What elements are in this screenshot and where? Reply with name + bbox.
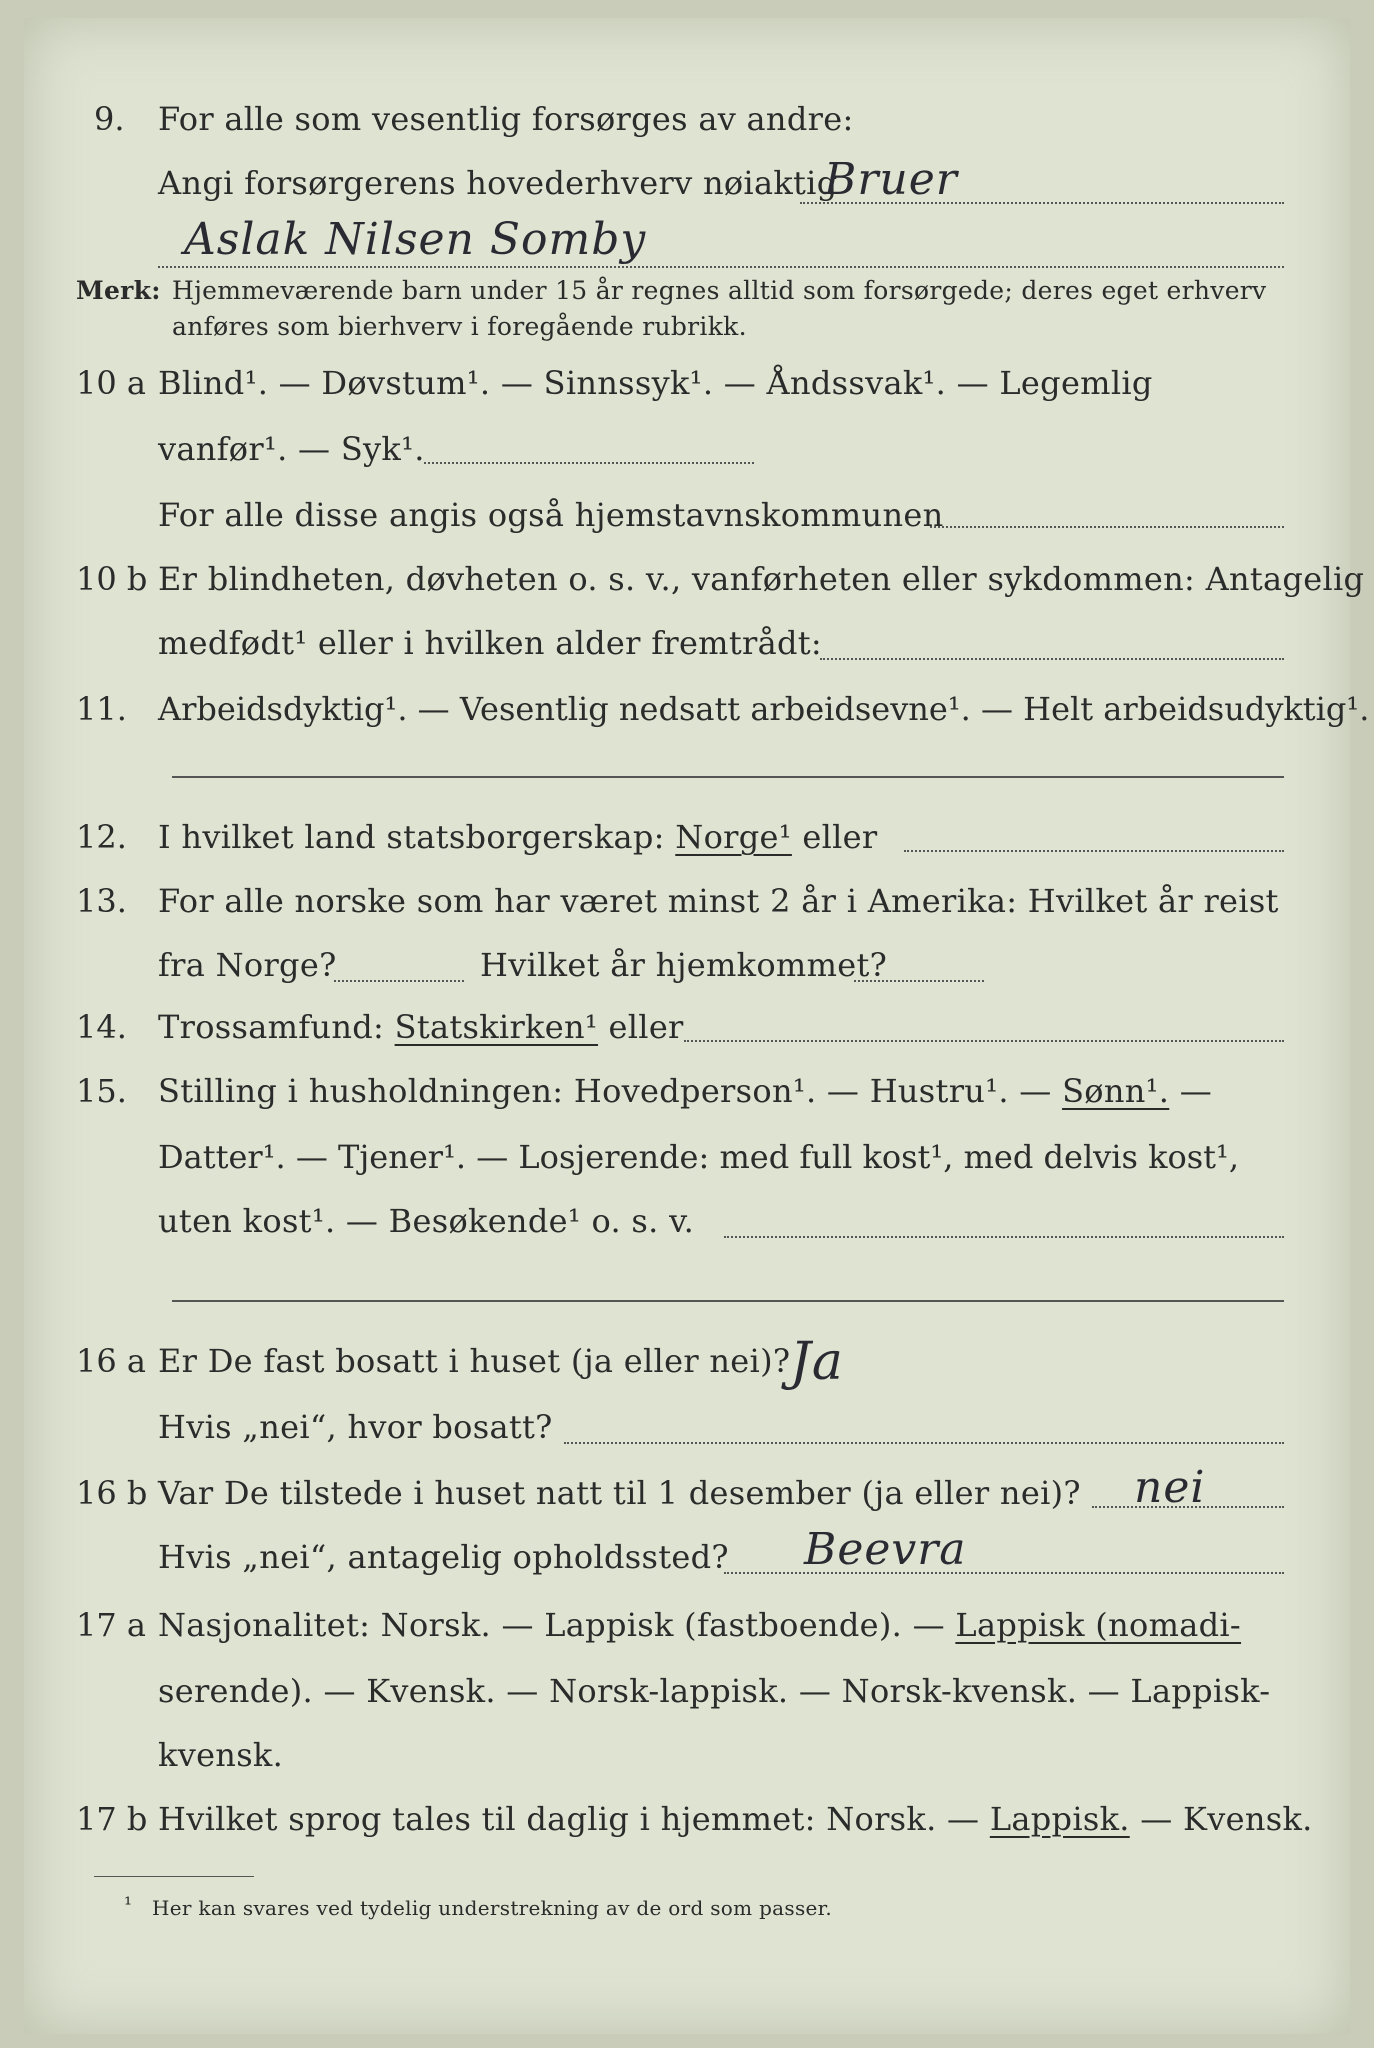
q10a-answer-line	[424, 462, 754, 464]
q17b-line1a: Hvilket sprog tales til daglig i hjemmet: Norsk. —	[158, 1800, 980, 1838]
q10a-line2: vanfør¹. — Syk¹.	[158, 430, 425, 468]
q10b-number: 10 b	[76, 560, 148, 598]
q15-line1	[158, 1072, 1212, 1110]
q17b-number: 17 b	[76, 1800, 148, 1838]
merk-label: Merk:	[76, 276, 161, 305]
q16a-line1: Er De fast bosatt i huset (ja eller nei)?	[158, 1342, 791, 1380]
q16b-line2: Hvis „nei“, antagelig opholdssted?	[158, 1538, 729, 1576]
census-form-page	[24, 18, 1370, 2034]
q16a-handwritten-answer: Ja	[790, 1332, 844, 1392]
q10a-hometown-line	[930, 526, 1284, 528]
q11-answer-line	[172, 776, 1284, 778]
q17a-number: 17 a	[76, 1606, 146, 1644]
footnote-separator	[94, 1876, 254, 1877]
q12-prefix: I hvilket land statsborgerskap:	[158, 818, 665, 856]
q16b-number: 16 b	[76, 1474, 148, 1512]
q15-line3: uten kost¹. — Besøkende¹ o. s. v.	[158, 1202, 695, 1240]
q15-answer-line	[724, 1236, 1284, 1238]
q14-answer-line	[684, 1040, 1284, 1042]
q9-answer-line2	[158, 266, 1284, 268]
q13-line2a: fra Norge?	[158, 946, 337, 984]
q15-line1a: Stilling i husholdningen: Hovedperson¹. — Hustru¹. —	[158, 1072, 1052, 1110]
q9-line2: Angi forsørgerens hovederhverv nøiaktig	[158, 164, 838, 202]
merk-line2: anføres som bierhverv i foregående rubrikk.	[172, 312, 747, 341]
footnote-text: Her kan svares ved tydelig understrekning av de ord som passer.	[152, 1896, 832, 1920]
q16b-handwritten-place: Beevra	[804, 1524, 967, 1575]
q16b-line1: Var De tilstede i huset natt til 1 desember (ja eller nei)?	[158, 1474, 1081, 1512]
q14-text	[158, 1008, 684, 1046]
q12-text	[158, 818, 878, 856]
q10b-line2: medfødt¹ eller i hvilken alder fremtrådt:	[158, 624, 822, 662]
q16b-handwritten-answer: nei	[1134, 1462, 1206, 1513]
q17a-line2: serende). — Kvensk. — Norsk-lappisk. — Norsk-kvensk. — Lappisk-	[158, 1672, 1271, 1710]
q12-answer-line	[904, 850, 1284, 852]
q17a-line1	[158, 1606, 1241, 1644]
q10b-answer-line	[820, 658, 1284, 660]
q12-norge-underlined: Norge¹	[675, 818, 792, 856]
q16a-line2: Hvis „nei“, hvor bosatt?	[158, 1408, 553, 1446]
q13-hjemkommet-line	[854, 980, 984, 982]
q17a-line1a: Nasjonalitet: Norsk. — Lappisk (fastboende). —	[158, 1606, 945, 1644]
q12-number: 12.	[76, 818, 127, 856]
q13-line1: For alle norske som har været minst 2 år i Amerika: Hvilket år reist	[158, 882, 1279, 920]
q9-line1: For alle som vesentlig forsørges av andre:	[158, 100, 854, 138]
q9-number: 9.	[94, 100, 125, 138]
q14-prefix: Trossamfund:	[158, 1008, 385, 1046]
q9-handwritten-provider: Aslak Nilsen Somby	[184, 214, 647, 265]
q12-suffix: eller	[802, 818, 878, 856]
q17b-line1c: — Kvensk.	[1140, 1800, 1313, 1838]
q9-handwritten-occupation: Bruer	[824, 154, 958, 205]
q15-line1c: —	[1179, 1072, 1213, 1110]
q17a-lappisk-nomadi-underlined: Lappisk (nomadi-	[955, 1606, 1242, 1644]
q15-sonn-underlined: Sønn¹.	[1062, 1072, 1170, 1110]
q14-number: 14.	[76, 1008, 127, 1046]
q17a-line3: kvensk.	[158, 1736, 284, 1774]
q10a-line3: For alle disse angis også hjemstavnskommunen	[158, 496, 944, 534]
q16a-number: 16 a	[76, 1342, 146, 1380]
q15-number: 15.	[76, 1072, 127, 1110]
q11-line1: Arbeidsdyktig¹. — Vesentlig nedsatt arbeidsevne¹. — Helt arbeidsudyktig¹.	[158, 690, 1370, 728]
q14-suffix: eller	[608, 1008, 684, 1046]
q17b-line1	[158, 1800, 1313, 1838]
q17b-lappisk-underlined: Lappisk.	[989, 1800, 1130, 1838]
q13-number: 13.	[76, 882, 127, 920]
footnote-mark: ¹	[124, 1892, 133, 1916]
merk-line1: Hjemmeværende barn under 15 år regnes alltid som forsørgede; deres eget erhverv	[172, 276, 1267, 305]
q13-line2b: Hvilket år hjemkommet?	[480, 946, 888, 984]
q11-number: 11.	[76, 690, 127, 728]
q15-line2: Datter¹. — Tjener¹. — Losjerende: med full kost¹, med delvis kost¹,	[158, 1138, 1240, 1176]
q14-statskirken-underlined: Statskirken¹	[394, 1008, 599, 1046]
q10a-number: 10 a	[76, 364, 146, 402]
q15-extra-line	[172, 1300, 1284, 1302]
q16a-answer-line	[564, 1442, 1284, 1444]
q10a-line1: Blind¹. — Døvstum¹. — Sinnssyk¹. — Åndssvak¹. — Legemlig	[158, 364, 1153, 402]
q10b-line1: Er blindheten, døvheten o. s. v., vanførheten eller sykdommen: Antagelig	[158, 560, 1365, 598]
q13-reist-line	[334, 980, 464, 982]
